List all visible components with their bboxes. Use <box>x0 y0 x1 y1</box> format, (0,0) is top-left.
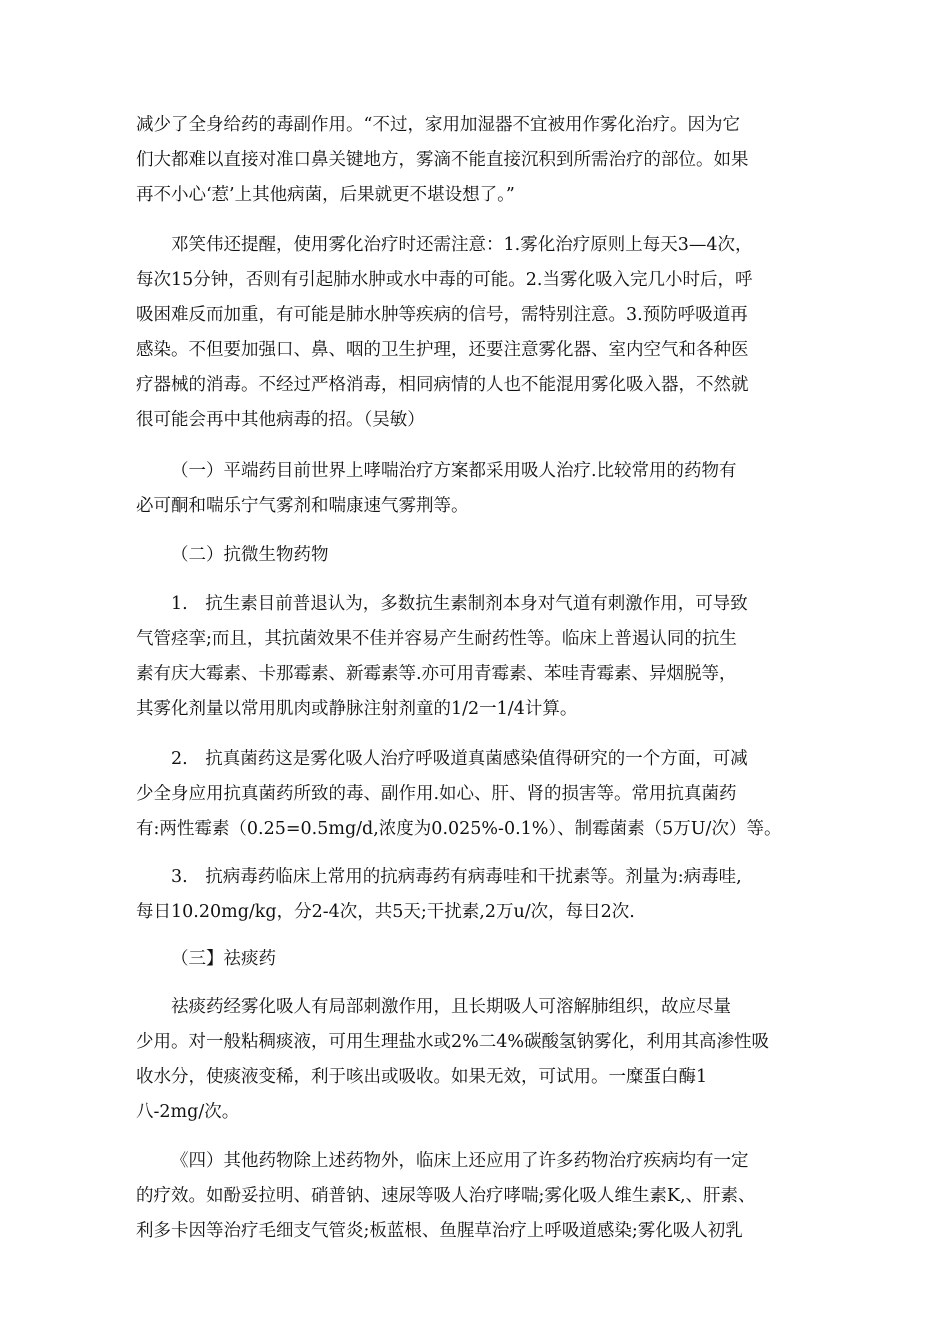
text-line: 素有庆大霉素、卡那霉素、新霉素等.亦可用青霉素、苯哇青霉素、异烟脱等， <box>136 664 737 684</box>
text-line: 有:两性霉素（0.25=0.5mg/d,浓度为0.025%-0.1%）、制霉菌素（5万U/次）等。 <box>136 819 782 839</box>
paragraph-reminder <box>136 228 816 438</box>
paragraph-antivirals <box>136 860 816 930</box>
paragraph-intro <box>136 108 816 213</box>
text-line: 减少了全身给药的毒副作用。“不过，家用加湿器不宜被用作雾化治疗。因为它 <box>136 115 740 135</box>
section-heading-antimicrobial <box>136 538 816 573</box>
paragraph-other-drugs <box>136 1144 816 1249</box>
text-line: 气管痉挛;而且，其抗菌效果不佳并容易产生耐药性等。临床上普遏认同的抗生 <box>136 629 737 649</box>
text-line: 3. 抗病毒药临床上常用的抗病毒药有病毒哇和干扰素等。剂量为:病毒哇, <box>171 867 742 887</box>
text-line: 《四）其他药物除上述药物外，临床上还应用了许多药物治疗疾病均有一定 <box>171 1151 749 1171</box>
paragraph-expectorants <box>136 990 816 1130</box>
section-heading-expectorants <box>136 942 816 977</box>
text-line: 邓笑伟还提醒，使用雾化治疗时还需注意：1.雾化治疗原则上每天3—4次， <box>171 235 753 255</box>
text-line: 收水分，使痰液变稀，利于咳出或吸收。如果无效，可试用。一糜蛋白酶1 <box>136 1067 708 1087</box>
text-line: 很可能会再中其他病毒的招。（吴敏） <box>136 410 425 430</box>
text-line: 必可酮和喘乐宁气雾剂和喘康速气雾荆等。 <box>136 496 469 516</box>
text-line: 再不小心‘惹’上其他病菌，后果就更不堪设想了。” <box>136 185 515 205</box>
text-line: 祛痰药经雾化吸人有局部刺激作用，且长期吸人可溶解肺组织，故应尽量 <box>171 997 731 1017</box>
text-line: 感染。不但要加强口、鼻、咽的卫生护理，还要注意雾化器、室内空气和各种医 <box>136 340 749 360</box>
text-line: 八-2mg/次。 <box>136 1102 240 1122</box>
paragraph-section-1 <box>136 454 816 524</box>
text-line: 1. 抗生素目前普退认为，多数抗生素制剂本身对气道有刺激作用，可导致 <box>171 594 748 614</box>
paragraph-antifungals <box>136 742 816 847</box>
text-line: （一）平端药目前世界上哮喘治疗方案都采用吸人治疗.比较常用的药物有 <box>171 461 737 481</box>
text-line: 每次15分钟，否则有引起肺水肿或水中毒的可能。2.当雾化吸入完几小时后，呼 <box>136 270 753 290</box>
text-line: 每日10.20mg/kg，分2-4次，共5天;干扰素,2万u/次，每日2次. <box>136 902 635 922</box>
text-line: 少用。对一般粘稠痰液，可用生理盐水或2%二4%碳酸氢钠雾化，利用其高渗性吸 <box>136 1032 770 1052</box>
text-line: 其雾化剂量以常用肌肉或静脉注射剂童的1/2一1/4计算。 <box>136 699 578 719</box>
text-line: 的疗效。如酚妥拉明、硝普钠、速尿等吸人治疗哮喘;雾化吸人维生素K,、肝素、 <box>136 1186 756 1206</box>
text-line: （三】祛痰药 <box>171 949 276 969</box>
text-line: （二）抗微生物药物 <box>171 545 329 565</box>
text-line: 利多卡因等治疗毛细支气管炎;板蓝根、鱼腥草治疗上呼吸道感染;雾化吸人初乳 <box>136 1221 743 1241</box>
text-line: 疗器械的消毒。不经过严格消毒，相同病情的人也不能混用雾化吸入器，不然就 <box>136 375 749 395</box>
paragraph-antibiotics <box>136 587 816 727</box>
text-line: 2. 抗真菌药这是雾化吸人治疗呼吸道真菌感染值得研究的一个方面，可减 <box>171 749 748 769</box>
text-line: 少全身应用抗真菌药所致的毒、副作用.如心、肝、肾的损害等。常用抗真菌药 <box>136 784 737 804</box>
text-line: 吸困难反而加重，有可能是肺水肿等疾病的信号，需特别注意。3.预防呼吸道再 <box>136 305 748 325</box>
text-line: 们大都难以直接对准口鼻关键地方，雾滴不能直接沉积到所需治疗的部位。如果 <box>136 150 749 170</box>
